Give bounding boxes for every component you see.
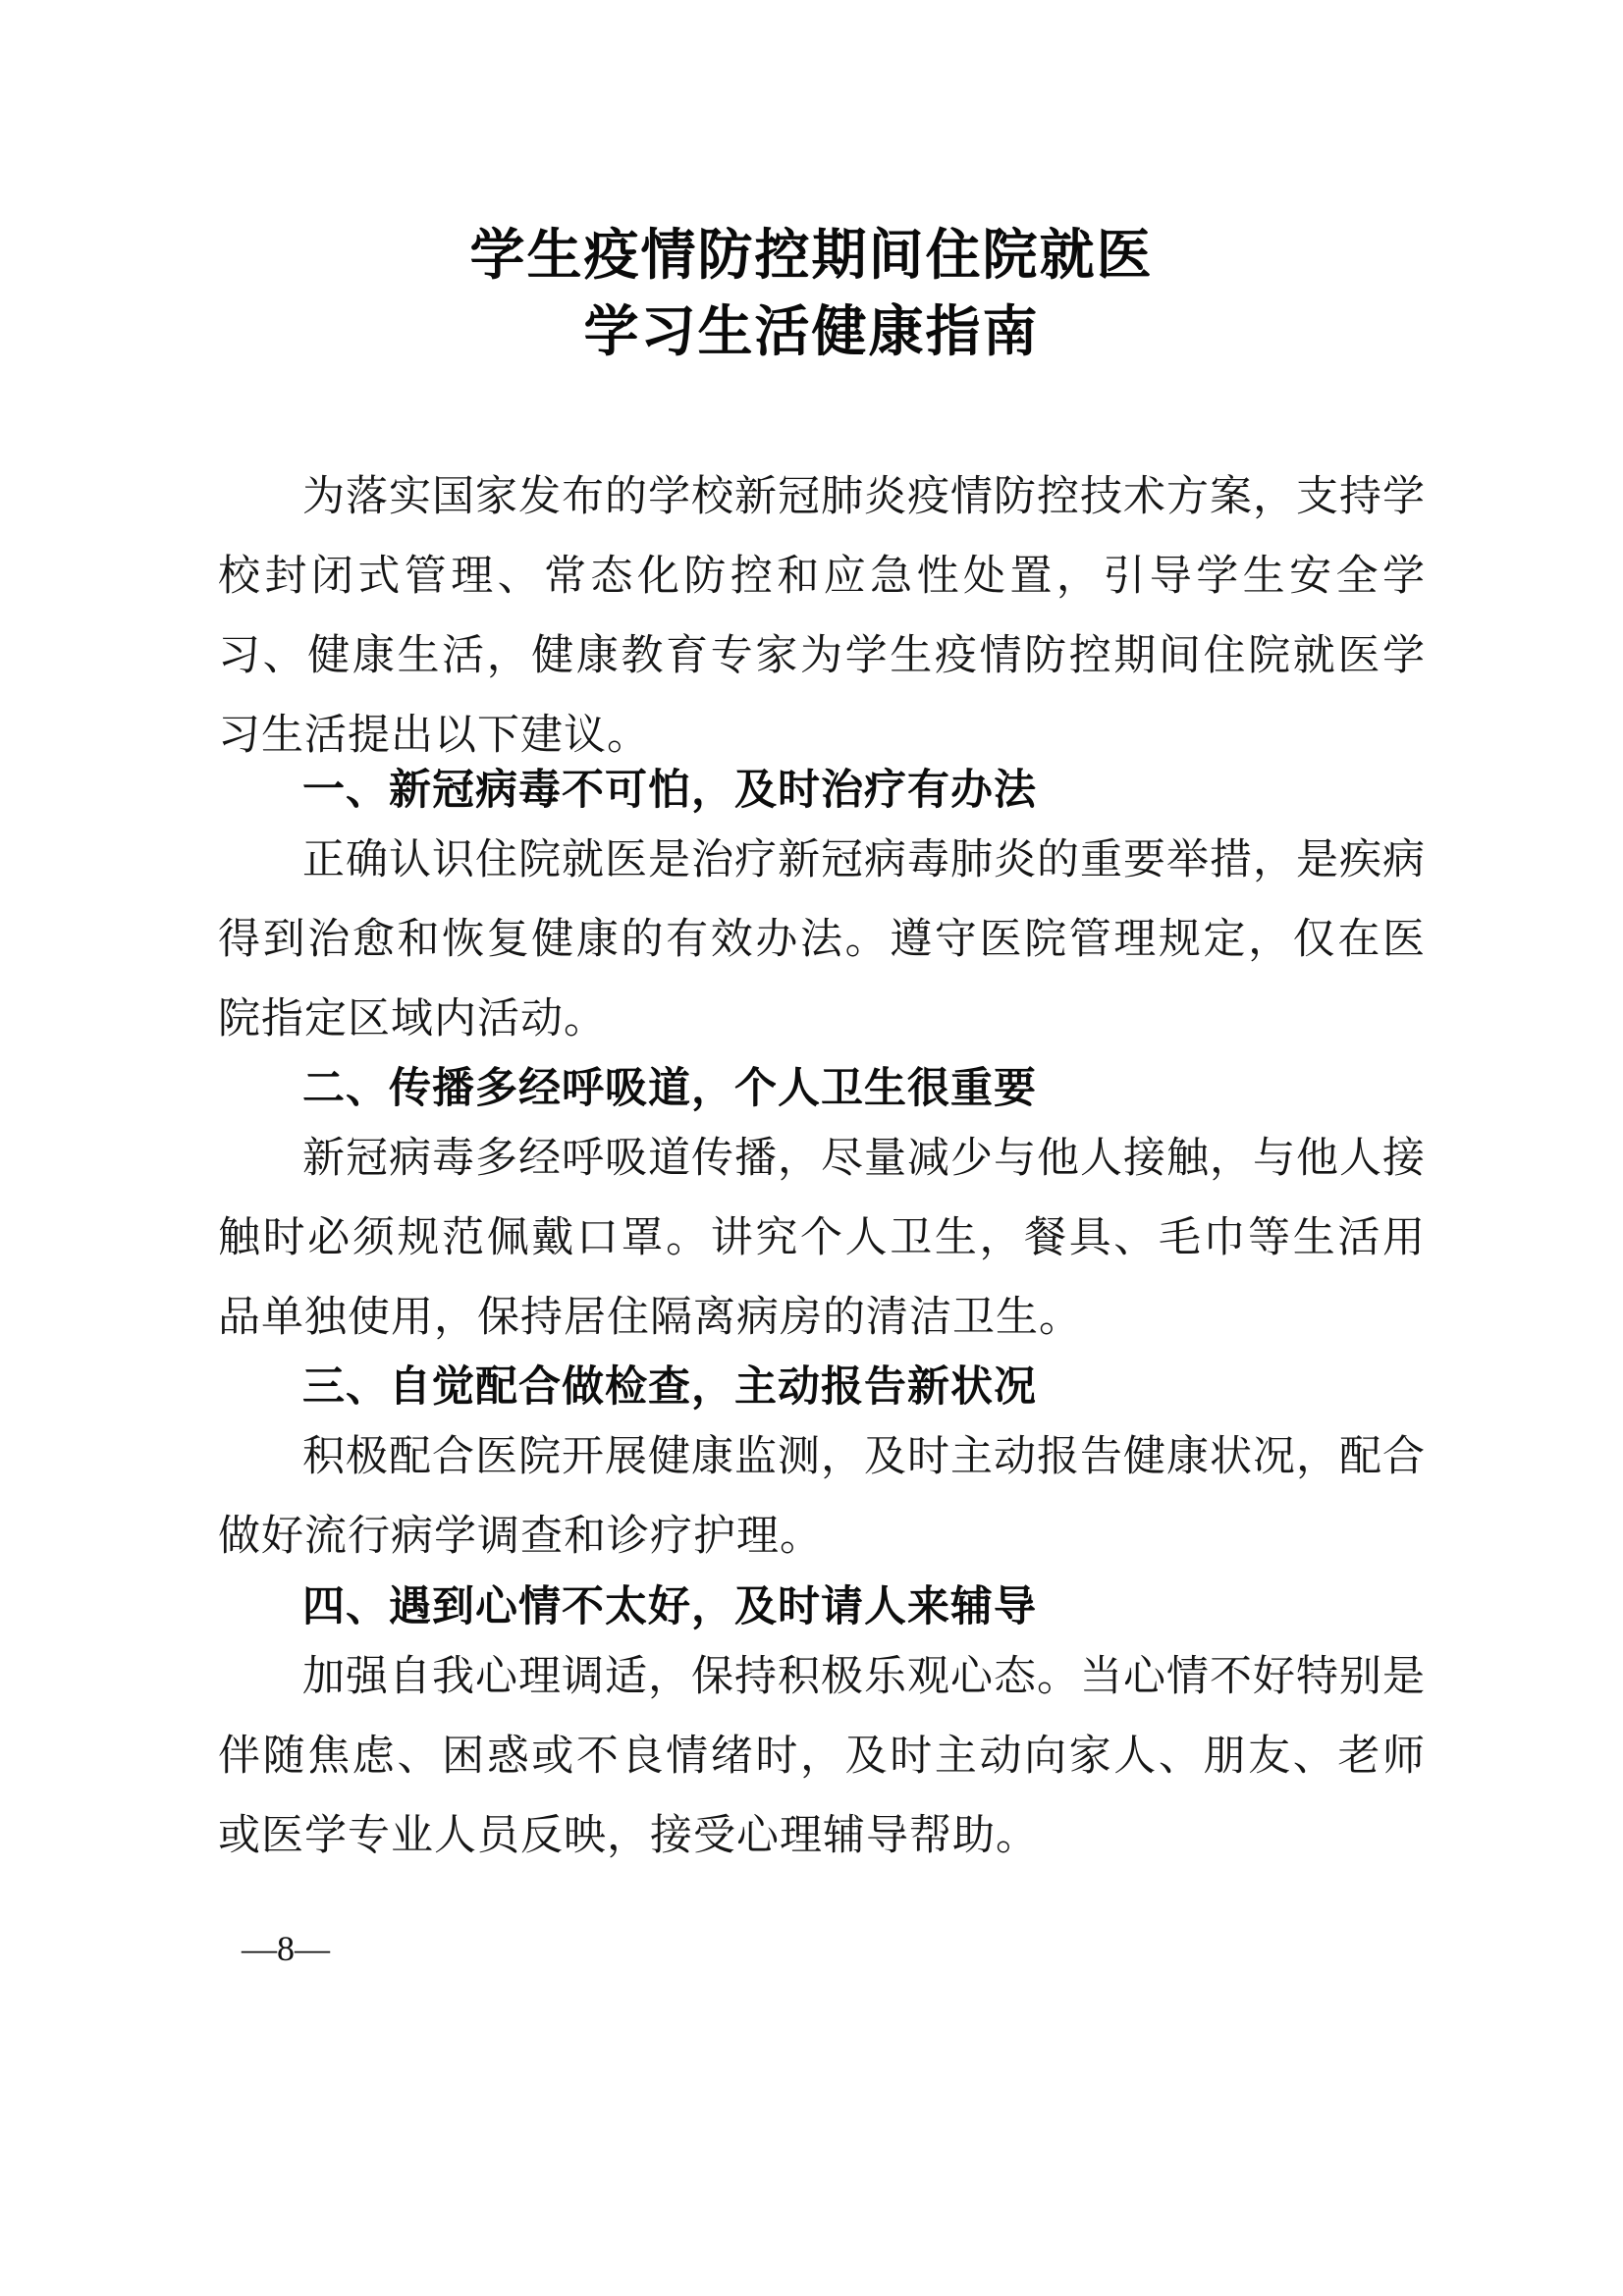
section-paragraph-4: 加强自我心理调适，保持积极乐观心态。当心情不好特别是伴随焦虑、困惑或不良情绪时，及时主动向家人、朋友、老师或医学专业人员反映，接受心理辅导帮助。 — [218, 1652, 1426, 1860]
section-paragraph-1: 正确认识住院就医是治疗新冠病毒肺炎的重要举措，是疾病得到治愈和恢复健康的有效办法。遵守医院管理规定，仅在医院指定区域内活动。 — [218, 835, 1426, 1043]
section-heading-1: 一、新冠病毒不可怕，及时治疗有办法 — [302, 766, 1037, 815]
section-heading-3: 三、自觉配合做检查，主动报告新状况 — [302, 1362, 1037, 1412]
section-paragraph-2: 新冠病毒多经呼吸道传播，尽量减少与他人接触，与他人接触时必须规范佩戴口罩。讲究个人卫生，餐具、毛巾等生活用品单独使用，保持居住隔离病房的清洁卫生。 — [218, 1134, 1426, 1342]
section-heading-2: 二、传播多经呼吸道，个人卫生很重要 — [302, 1064, 1037, 1113]
document-title-line1: 学生疫情防控期间住院就医 — [469, 223, 1154, 288]
intro-paragraph: 为落实国家发布的学校新冠肺炎疫情防控技术方案，支持学校封闭式管理、常态化防控和应急性处置，引导学生安全学习、健康生活，健康教育专家为学生疫情防控期间住院就医学习生活提出以下建议。 — [218, 472, 1426, 760]
section-heading-4: 四、遇到心情不太好，及时请人来辅导 — [302, 1582, 1037, 1631]
section-paragraph-3: 积极配合医院开展健康监测，及时主动报告健康状况，配合做好流行病学调查和诊疗护理。 — [218, 1432, 1426, 1561]
document-title-line2: 学习生活健康指南 — [583, 299, 1040, 364]
page-number: —8— — [242, 1929, 330, 1968]
